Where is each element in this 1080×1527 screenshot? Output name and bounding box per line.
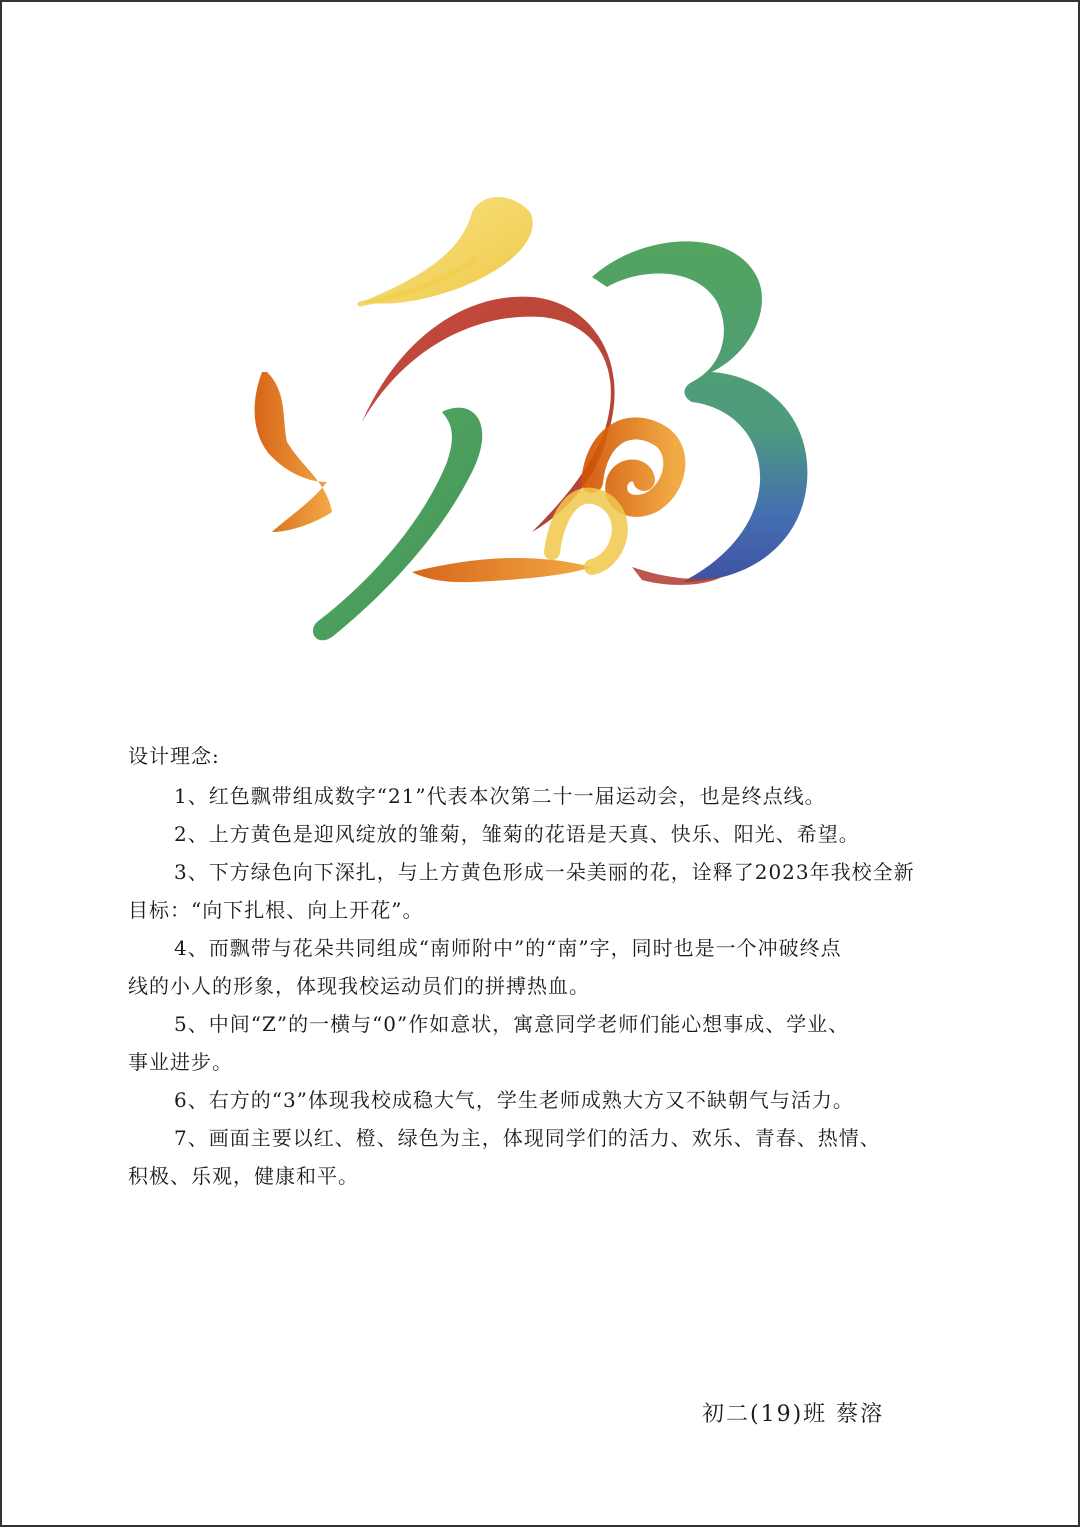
concept-item-4	[128, 929, 948, 967]
concept-item-1	[128, 777, 948, 815]
logo-artwork-2023	[212, 182, 852, 652]
concept-item-5-line1: 5、中间“Z”的一横与“0”作如意状，寓意同学老师们能心想事成、学业、	[174, 1012, 850, 1036]
yellow-swirl	[552, 496, 620, 567]
concept-item-3-line1: 3、下方绿色向下深扎，与上方黄色形成一朵美丽的花，诠释了2023年我校全新	[174, 860, 915, 884]
concept-item-4-line1: 4、而飘带与花朵共同组成“南师附中”的“南”字，同时也是一个冲破终点	[174, 936, 842, 960]
concept-item-7-line2: 积极、乐观，健康和平。	[128, 1164, 359, 1188]
concept-item-3-cont	[128, 891, 948, 929]
concept-item-4-line2: 线的小人的形象，体现我校运动员们的拼搏热血。	[128, 974, 590, 998]
concept-item-2	[128, 815, 948, 853]
yellow-daisy-stroke	[362, 197, 533, 304]
concept-item-5	[128, 1005, 948, 1043]
concept-item-5-line2: 事业进步。	[128, 1050, 233, 1074]
concept-item-7-cont	[128, 1157, 948, 1195]
concept-item-1-line1: 1、红色飘带组成数字“21”代表本次第二十一届运动会，也是终点线。	[174, 784, 826, 808]
concept-item-4-cont	[128, 967, 948, 1005]
concept-item-3	[128, 853, 948, 891]
author-signature: 初二(19)班 蔡溶	[702, 1402, 885, 1427]
green-swoosh	[313, 408, 482, 641]
concept-item-7	[128, 1119, 948, 1157]
left-red-flame	[255, 372, 332, 532]
orange-base-stroke	[412, 558, 592, 582]
concept-item-6-line1: 6、右方的“3”体现我校成稳大气，学生老师成熟大方又不缺朝气与活力。	[174, 1088, 854, 1112]
concept-item-5-cont	[128, 1043, 948, 1081]
concept-heading: 设计理念:	[128, 744, 220, 768]
concept-item-3-line2: 目标：“向下扎根、向上开花”。	[128, 898, 424, 922]
design-concept-text	[128, 737, 948, 1195]
concept-item-2-line1: 2、上方黄色是迎风绽放的雏菊，雏菊的花语是天真、快乐、阳光、希望。	[174, 822, 860, 846]
concept-item-6	[128, 1081, 948, 1119]
concept-item-7-line1: 7、画面主要以红、橙、绿色为主，体现同学们的活力、欢乐、青春、热情、	[174, 1126, 881, 1150]
